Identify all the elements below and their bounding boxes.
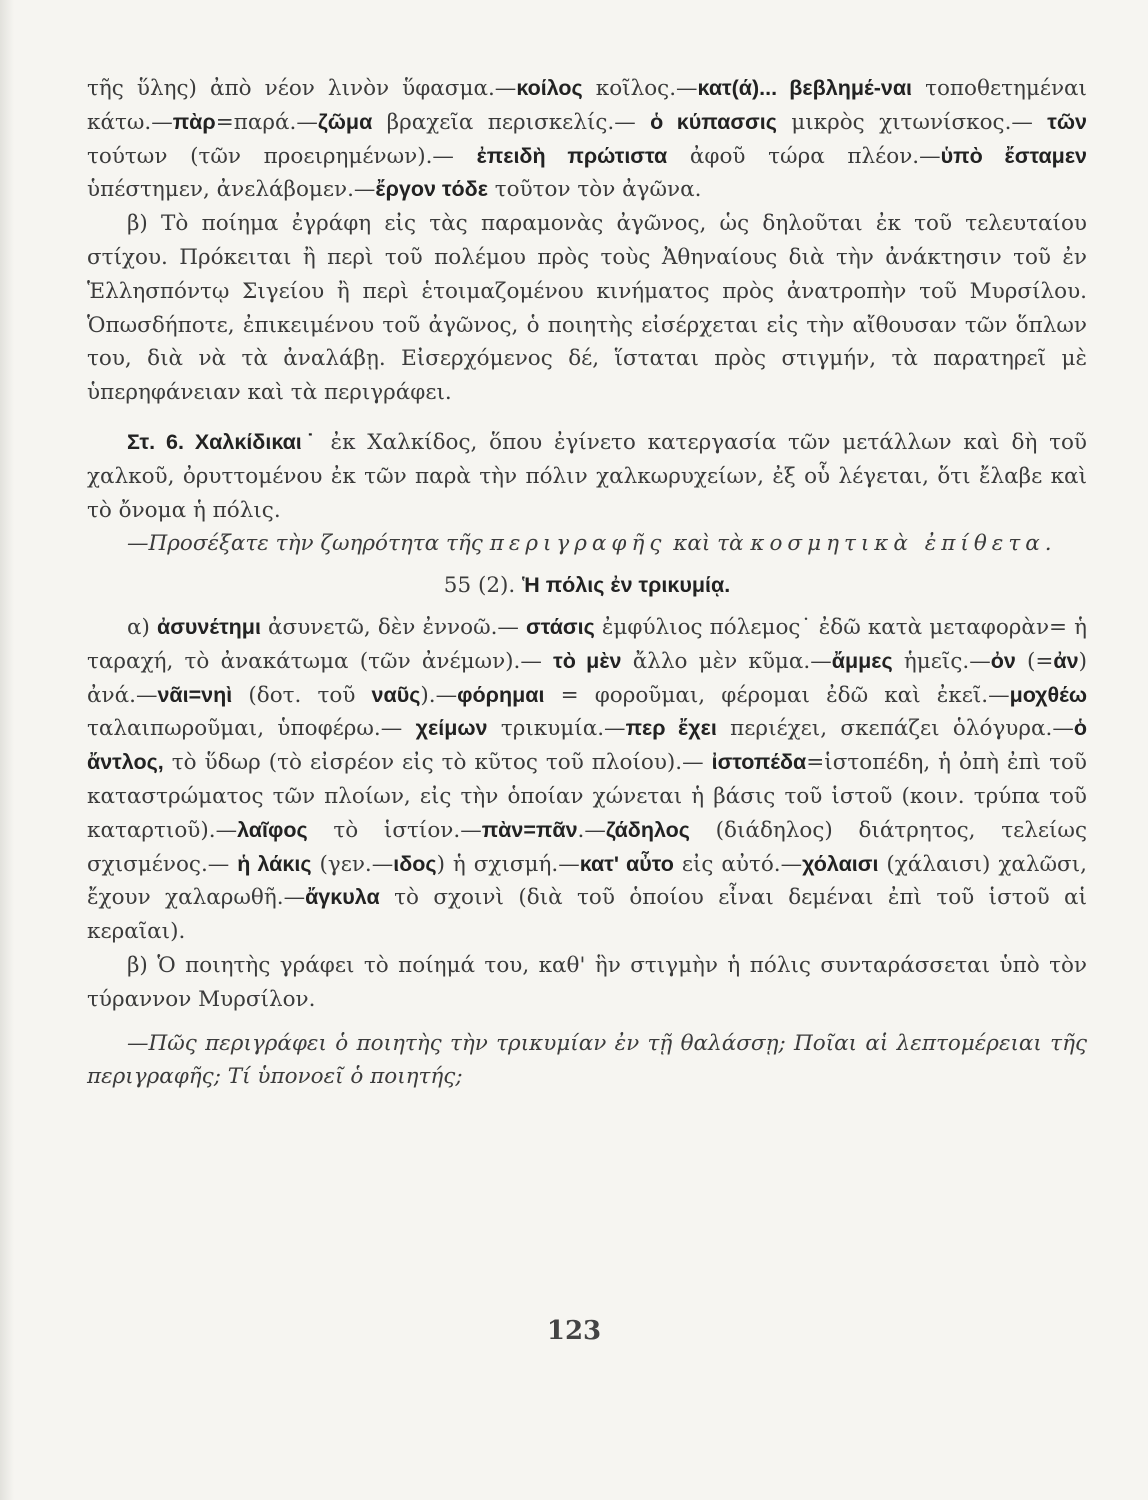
gloss-text: τοποθετημέναι κάτω.— — [87, 76, 1087, 135]
gloss-text: ἄλλο μὲν κῦμα.— — [621, 648, 832, 674]
gloss-text: εἰς αὐτό.— — [673, 851, 803, 877]
gloss-term: κοίλος — [516, 76, 583, 100]
gloss-text: τὸ ὕδωρ (τὸ εἰσρέον εἰς τὸ κῦτος τοῦ πλοίου).— — [163, 750, 712, 776]
gloss-text: (διάδηλος) διάτρητος, τελείως σχισμένος.— — [87, 817, 1087, 877]
gloss-term: μοχθέω — [1009, 682, 1088, 707]
question-text: —Προσέξατε τὴν ζωηρότητα τῆς — [127, 531, 490, 557]
gloss-term: νᾶι=νηὶ — [157, 682, 233, 707]
gloss-text: τὸ ἱστίον.— — [307, 817, 482, 843]
spaced-term: κοσμητικὰ ἐπίθετα — [750, 531, 1045, 557]
gloss-text: τούτων (τῶν προειρημένων).— — [87, 143, 454, 169]
section-number: 55 (2). — [443, 573, 523, 599]
gloss-text: κοῖλος.— — [582, 76, 698, 101]
paragraph-b-tyrant: β) Ὁ ποιητὴς γράφει τὸ ποίημά του, καθ' ἣν στιγμὴν ἡ πόλις συνταράσσεται ὑπὸ τὸν τύραννον Μυρσίλον. — [87, 952, 1087, 1012]
gloss-text: α) — [127, 614, 157, 640]
gloss-term: στάσις — [526, 614, 595, 639]
gloss-term: πὰρ — [172, 109, 216, 134]
gloss-text: ) ἀνά.— — [87, 648, 1087, 708]
gloss-text: =παρά.— — [215, 109, 318, 135]
gloss-term: ναῦς — [371, 682, 421, 707]
gloss-term: τῶν — [1047, 109, 1087, 134]
gloss-text: ἀνελάβομεν.— — [216, 177, 376, 203]
gloss-text: ὑπέστημεν, — [87, 177, 210, 203]
gloss-term: φόρημαι — [457, 682, 545, 707]
gloss-text: βραχεῖα περισκελίς.— — [372, 109, 636, 135]
gloss-text: τρικυμία.— — [487, 716, 626, 742]
question-note — [87, 527, 1087, 561]
gloss-text: περιέχει, σκεπάζει ὁλόγυρα.— — [716, 716, 1074, 742]
paragraph-verse-note — [87, 426, 1087, 527]
section-title: Ἡ πόλις ἐν τρικυμίᾳ. — [522, 573, 731, 598]
question-text: . — [1044, 531, 1052, 557]
gloss-term: κατ(ά)... βεβλημέ- — [697, 76, 881, 100]
page-text — [87, 72, 1087, 1094]
gloss-text: .— — [577, 817, 606, 843]
gloss-text: (= — [1015, 648, 1054, 674]
scan-edge-shadow — [0, 0, 14, 1500]
gloss-text: (χάλαισι) χαλῶσι, ἔχουν χαλαρωθῆ.— — [87, 851, 1087, 911]
spaced-term: περιγραφῆς — [489, 531, 667, 557]
gloss-term: ζάδηλος — [605, 817, 690, 842]
gloss-text: μικρὸς χιτωνίσκος.— — [776, 109, 1048, 135]
gloss-term: χείμων — [415, 716, 488, 741]
gloss-text: (δοτ. τοῦ — [232, 682, 372, 708]
gloss-text: ἀφοῦ τώρα πλέον.— — [667, 143, 941, 169]
gloss-text: ταλαιπωροῦμαι, ὑποφέρω.— — [87, 716, 416, 742]
gloss-term: ὁ ἄντλος, — [87, 716, 1087, 775]
gloss-term: λαῖφος — [237, 817, 308, 842]
gloss-text: ).— — [420, 682, 458, 708]
gloss-text: ἡμεῖς.— — [892, 648, 991, 674]
gloss-term: ναι — [880, 76, 913, 100]
gloss-text: τὸ σχοινὶ (διὰ τοῦ ὁποίου εἶναι δεμέναι ἐπὶ τοῦ ἱστοῦ αἱ κεραῖαι). — [87, 885, 1088, 945]
page-number: 123 — [546, 1316, 602, 1346]
gloss-term: ὑπὸ ἔσταμεν — [940, 143, 1087, 168]
gloss-term: ζῶμα — [317, 109, 373, 134]
glossary-continuation — [87, 72, 1087, 207]
gloss-term: ἰστοπέδα — [711, 750, 807, 775]
gloss-term: ἄμμες — [831, 648, 893, 673]
spacer — [87, 410, 1087, 426]
question-text: καὶ τὰ — [666, 531, 751, 557]
gloss-term: τὸ μὲν — [553, 648, 622, 673]
glossary-a — [87, 611, 1087, 949]
gloss-term: πὰν=πᾶν — [481, 817, 578, 842]
gloss-term: ἀν — [1053, 648, 1079, 673]
gloss-text: τοῦτον τὸν ἀγῶνα. — [487, 177, 702, 203]
gloss-term: ἡ λάκις — [237, 851, 312, 876]
spacer — [87, 1017, 1087, 1027]
gloss-term: κατ' αὖτο — [579, 851, 674, 876]
gloss-term: ὀν — [990, 648, 1016, 673]
gloss-text: (γεν.— — [311, 851, 394, 877]
gloss-term: περ ἔχει — [625, 716, 717, 741]
gloss-term: ιδος — [393, 851, 437, 876]
gloss-text: = φοροῦμαι, φέρομαι ἐδῶ καὶ ἐκεῖ.— — [544, 682, 1010, 708]
paragraph-b-context: β) Τὸ ποίημα ἐγράφη εἰς τὰς παραμονὰς ἀγῶνος, ὡς δηλοῦται ἐκ τοῦ τελευταίου στίχου. Πρόκειται ἢ περὶ τοῦ πολέμου πρὸς τοὺς Ἀθηναίους διὰ τὴν ἀνάκτησιν τοῦ ἐν Ἑλλησπόντῳ Σιγείου ἢ περὶ ἑτοιμαζομένου κινήματος πρὸς ἀνατροπὴν τοῦ Μυρσίλου. Ὁπωσδήποτε, ἐπικειμένου τοῦ ἀγῶνος, ὁ ποιητὴς εἰσέρχεται εἰς τὴν αἴθουσαν τῶν ὅπλων του, διὰ νὰ τὰ ἀναλάβῃ. Εἰσερχόμενος δέ, ἵσταται πρὸς στιγμήν, τὰ παρατηρεῖ μὲ ὑπερηφάνειαν καὶ τὰ περιγράφει. — [87, 211, 1087, 406]
section-heading — [87, 569, 1087, 603]
gloss-text: ) ἡ σχισμή.— — [436, 851, 580, 877]
gloss-term: ὁ κύπασσις — [650, 109, 777, 134]
gloss-term: χόλαισι — [802, 851, 879, 876]
gloss-text: ἐμφύλιος πόλεμος˙ ἐδῶ κατὰ μεταφορὰν= ἡ ταραχή, τὸ ἀνακάτωμα (τῶν ἀνέμων).— — [87, 614, 1087, 674]
gloss-text: τῆς ὕλης) ἀπὸ νέον λινὸν ὕφασμα.— — [87, 76, 517, 101]
gloss-term: ἄγκυλα — [305, 885, 380, 910]
verse-note-text: ἐκ Χαλκίδος, ὅπου ἐγίνετο κατεργασία τῶν μετάλλων καὶ δὴ τοῦ χαλκοῦ, ὀρυττομένου ἐκ τῶν παρὰ τὴν πόλιν χαλκωρυχείων, ἐξ οὗ λέγεται, ὅτι ἔλαβε καὶ τὸ ὄνομα ἡ πόλις. — [87, 429, 1087, 523]
gloss-text: ἀσυνετῶ, δὲν ἐννοῶ.— — [260, 614, 527, 640]
gloss-term: ἐπειδὴ πρώτιστα — [476, 143, 668, 168]
verse-ref: Στ. 6. Χαλκίδικαι˙ — [127, 429, 319, 454]
gloss-text: =ἱστοπέδη, ἡ ὀπὴ ἐπὶ τοῦ καταστρώματος τῶν πλοίων, εἰς τὴν ὁποίαν χώνεται ἡ βάσις τοῦ ἱστοῦ (κοιν. τρύπα τοῦ καταρτιοῦ).— — [87, 750, 1087, 843]
gloss-term: ἀσυνέτημι — [156, 614, 261, 639]
final-questions: —Πῶς περιγράφει ὁ ποιητὴς τὴν τρικυμίαν ἐν τῇ θαλάσσῃ; Ποῖαι αἱ λεπτομέρειαι τῆς περιγραφῆς; Τί ὑπονοεῖ ὁ ποιητής; — [87, 1030, 1087, 1090]
gloss-term: ἔργον τόδε — [375, 177, 488, 202]
